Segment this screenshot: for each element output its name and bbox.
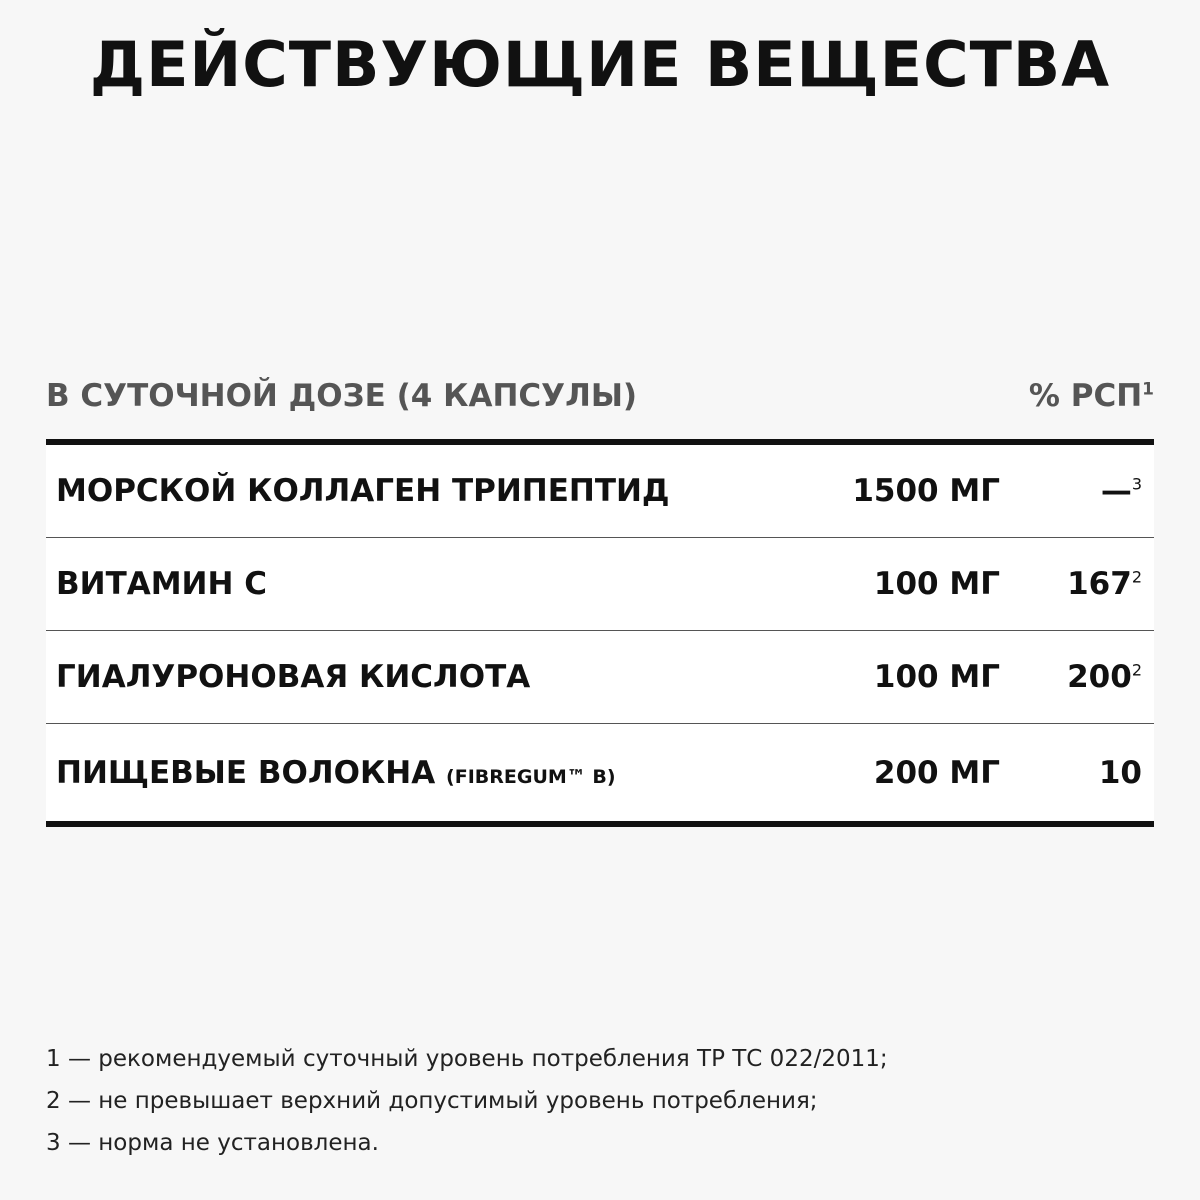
- header-rsp-label: % РСП$^1$: [1028, 378, 1154, 414]
- header-daily-dose-label: В СУТОЧНОЙ ДОЗЕ (4 КАПСУЛЫ): [46, 378, 638, 414]
- ingredient-rsp-percent: —$^3$: [1100, 473, 1142, 509]
- ingredient-rsp-percent: 10: [1098, 754, 1142, 791]
- footnote-marker: 3: [1131, 474, 1142, 494]
- ingredient-name: ВИТАМИН С: [56, 566, 267, 602]
- footnote-marker: 1: [1142, 379, 1154, 400]
- ingredients-table: [46, 439, 1154, 827]
- footnote-3: 3 — норма не установлена.: [46, 1130, 379, 1156]
- ingredient-name: ПИЩЕВЫЕ ВОЛОКНА (FIBREGUM™ B): [56, 754, 616, 791]
- ingredient-amount: 100 МГ: [873, 659, 1000, 695]
- table-row: [46, 724, 1154, 821]
- ingredient-rsp-percent: $167^2$: [1067, 566, 1142, 602]
- footnote-marker: 2: [1131, 567, 1142, 587]
- ingredient-amount: 1500 МГ: [852, 473, 1000, 509]
- footnotes: [46, 1038, 1146, 1164]
- table-row: [46, 631, 1154, 724]
- ingredient-name: ГИАЛУРОНОВАЯ КИСЛОТА: [56, 659, 531, 695]
- footnote-marker: 2: [1131, 660, 1142, 680]
- ingredient-rsp-percent: $200^2$: [1067, 659, 1142, 695]
- footnote-1: 1 — рекомендуемый суточный уровень потребления ТР ТС 022/2011;: [46, 1046, 888, 1072]
- ingredient-name: МОРСКОЙ КОЛЛАГЕН ТРИПЕПТИД: [56, 473, 670, 509]
- table-header: [46, 378, 1154, 414]
- footnote-2: 2 — не превышает верхний допустимый уровень потребления;: [46, 1088, 818, 1114]
- table-row: [46, 538, 1154, 631]
- ingredient-note: (FIBREGUM™ B): [446, 765, 616, 788]
- ingredient-amount: 100 МГ: [873, 566, 1000, 602]
- ingredient-amount: 200 МГ: [873, 754, 1000, 791]
- table-row: [46, 445, 1154, 538]
- page-title: ДЕЙСТВУЮЩИЕ ВЕЩЕСТВА: [89, 28, 1111, 101]
